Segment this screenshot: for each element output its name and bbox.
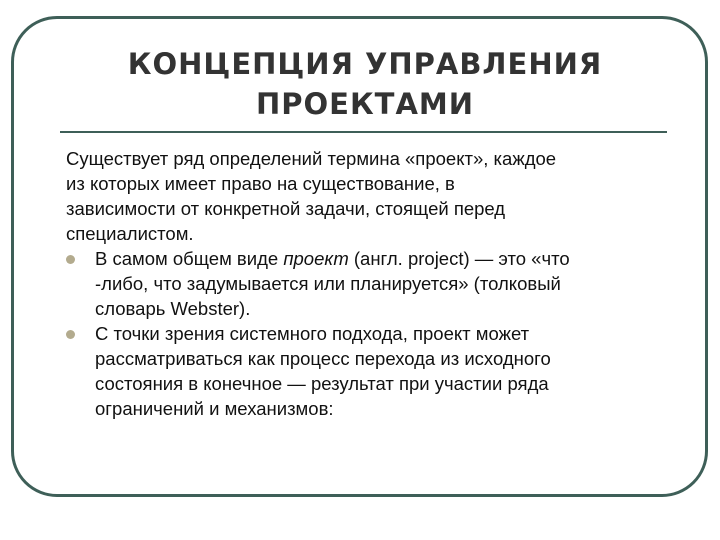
definition-text-start: В самом общем виде bbox=[95, 248, 284, 269]
intro-line: зависимости от конкретной задачи, стоящей перед bbox=[66, 198, 506, 219]
bullet-line: словарь Webster). bbox=[95, 298, 251, 319]
bullet-dot-icon bbox=[66, 255, 75, 264]
intro-line: из которых имеет право на существование, в bbox=[66, 173, 455, 194]
bullet-item-definition bbox=[66, 246, 676, 321]
intro-line: Существует ряд определений термина «проект», каждое bbox=[66, 148, 557, 169]
bullet-line: рассматриваться как процесс перехода из исходного bbox=[95, 348, 551, 369]
bullet-line: -либо, что задумывается или планируется» (толковый bbox=[95, 273, 561, 294]
content-list bbox=[66, 146, 676, 421]
bullet-item-systems bbox=[66, 321, 676, 421]
bullet-line: С точки зрения системного подхода, проект может bbox=[95, 323, 530, 344]
slide-title bbox=[60, 44, 670, 124]
bullet-dot-icon bbox=[66, 330, 75, 339]
definition-italic-term: проект bbox=[283, 248, 349, 269]
bullet-line bbox=[95, 246, 676, 271]
title-line-2: ПРОЕКТАМИ bbox=[255, 87, 475, 121]
intro-paragraph bbox=[66, 146, 676, 246]
title-divider bbox=[60, 131, 667, 133]
bullet-line: ограничений и механизмов: bbox=[95, 398, 334, 419]
bullet-line: состояния в конечное — результат при участии ряда bbox=[95, 373, 549, 394]
intro-line: специалистом. bbox=[66, 223, 194, 244]
title-line-1: КОНЦЕПЦИЯ УПРАВЛЕНИЯ bbox=[127, 47, 603, 81]
definition-text-end: (англ. project) — это «что bbox=[348, 248, 570, 269]
